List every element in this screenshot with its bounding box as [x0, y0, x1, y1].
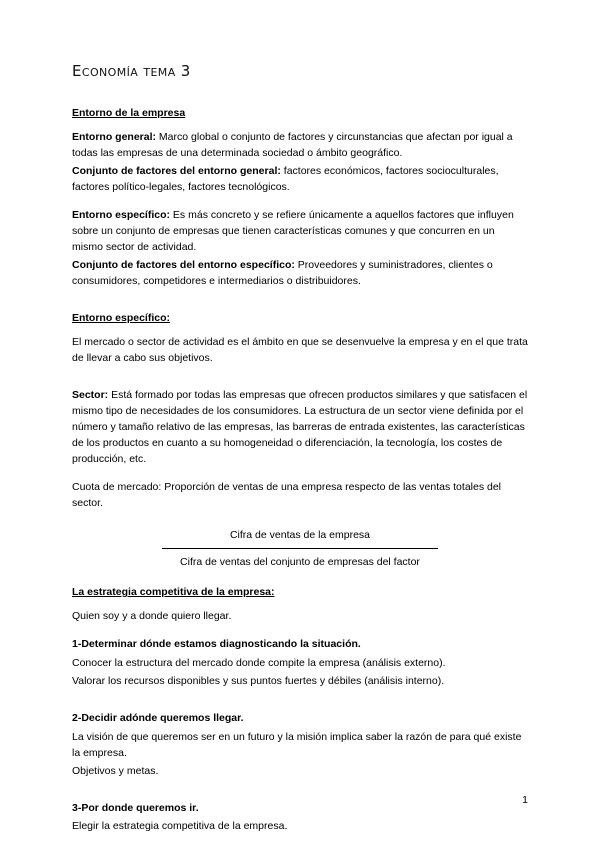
text-sector: Está formado por todas las empresas que ofrecen productos similares y que satisfacen el mismo tipo de necesidades de los consumidores. La estructura de un sector viene definida por el número y tamaño relativo de las empresas, las barreras de entrada existentes, las características de los productos en cuanto a su homogeneidad o diferenciación, la tecnología, los costes de producción, etc.: [72, 388, 528, 465]
label-conjunto-general: Conjunto de factores del entorno general:: [72, 165, 281, 178]
fraction-numerator: Cifra de ventas de la empresa: [229, 528, 371, 541]
spacer: [72, 302, 528, 311]
spacer: [72, 792, 528, 801]
page-number: 1: [522, 794, 528, 806]
step-1-line-2: Valorar los recursos disponibles y sus puntos fuertes y débiles (análisis interno).: [72, 674, 445, 687]
step-2-line-2: Objetivos y metas.: [72, 764, 159, 777]
section-heading-estrategia: La estrategia competitiva de la empresa:: [72, 586, 275, 599]
step-3-heading: 3-Por donde queremos ir.: [72, 801, 199, 814]
step-3-line-1: Elegir la estrategia competitiva de la empresa.: [72, 820, 288, 833]
text-conjunto-especifico: Proveedores y suministradores, clientes o consumidores, competidores e intermediarios o distribuidores.: [72, 258, 493, 287]
paragraph-entorno-especifico: [72, 208, 528, 256]
fraction-cuota-mercado: [72, 528, 528, 572]
section-heading-entorno-especifico: Entorno específico:: [72, 311, 171, 324]
step-2-line-1: La visión de que queremos ser en un futuro y la misión implica saber la razón de para qué existe la empresa.: [72, 730, 522, 759]
paragraph-sector: [72, 388, 528, 468]
label-conjunto-especifico: Conjunto de factores del entorno específico:: [72, 258, 295, 271]
paragraph-mercado: El mercado o sector de actividad es el ámbito en que se desenvuelve la empresa y en el que trata de llevar a cabo sus objetivos.: [72, 336, 528, 364]
section-heading-entorno-empresa: Entorno de la empresa: [72, 107, 186, 119]
text-entorno-general: Marco global o conjunto de factores y circunstancias que afectan por igual a todas las empresas de una determinada sociedad o ámbito geográfico.: [72, 131, 513, 160]
paragraph-entorno-general: [72, 130, 528, 162]
step-1-line-1: Conocer la estructura del mercado donde compite la empresa (análisis externo).: [72, 657, 446, 670]
paragraph-conjunto-general: [72, 164, 528, 196]
paragraph-estrategia-intro: Quien soy y a donde quiero llegar.: [72, 610, 232, 623]
label-entorno-general: Entorno general:: [72, 131, 157, 144]
paragraph-conjunto-especifico: [72, 258, 528, 290]
text-conjunto-general: factores económicos, factores socioculturales, factores político-legales, factores tecnológicos.: [72, 165, 499, 194]
step-2-heading: 2-Decidir adónde queremos llegar.: [72, 711, 244, 724]
spacer: [72, 379, 528, 388]
page-title: Economía tema 3: [72, 62, 191, 80]
step-1-heading: 1-Determinar dónde estamos diagnosticando la situación.: [72, 638, 361, 651]
fraction-divider: [162, 548, 438, 549]
fraction-denominator: Cifra de ventas del conjunto de empresas del factor: [180, 556, 420, 569]
paragraph-cuota-mercado: Cuota de mercado: Proporción de ventas de una empresa respecto de las ventas totales del sector.: [72, 480, 502, 509]
spacer: [72, 702, 528, 711]
text-entorno-especifico: Es más concreto y se refiere únicamente a aquellos factores que influyen sobre un conjunto de empresas que tienen características comunes y que concurren en un mismo sector de actividad.: [72, 209, 514, 253]
label-entorno-especifico: Entorno específico:: [72, 209, 171, 222]
label-sector: Sector:: [72, 388, 109, 401]
